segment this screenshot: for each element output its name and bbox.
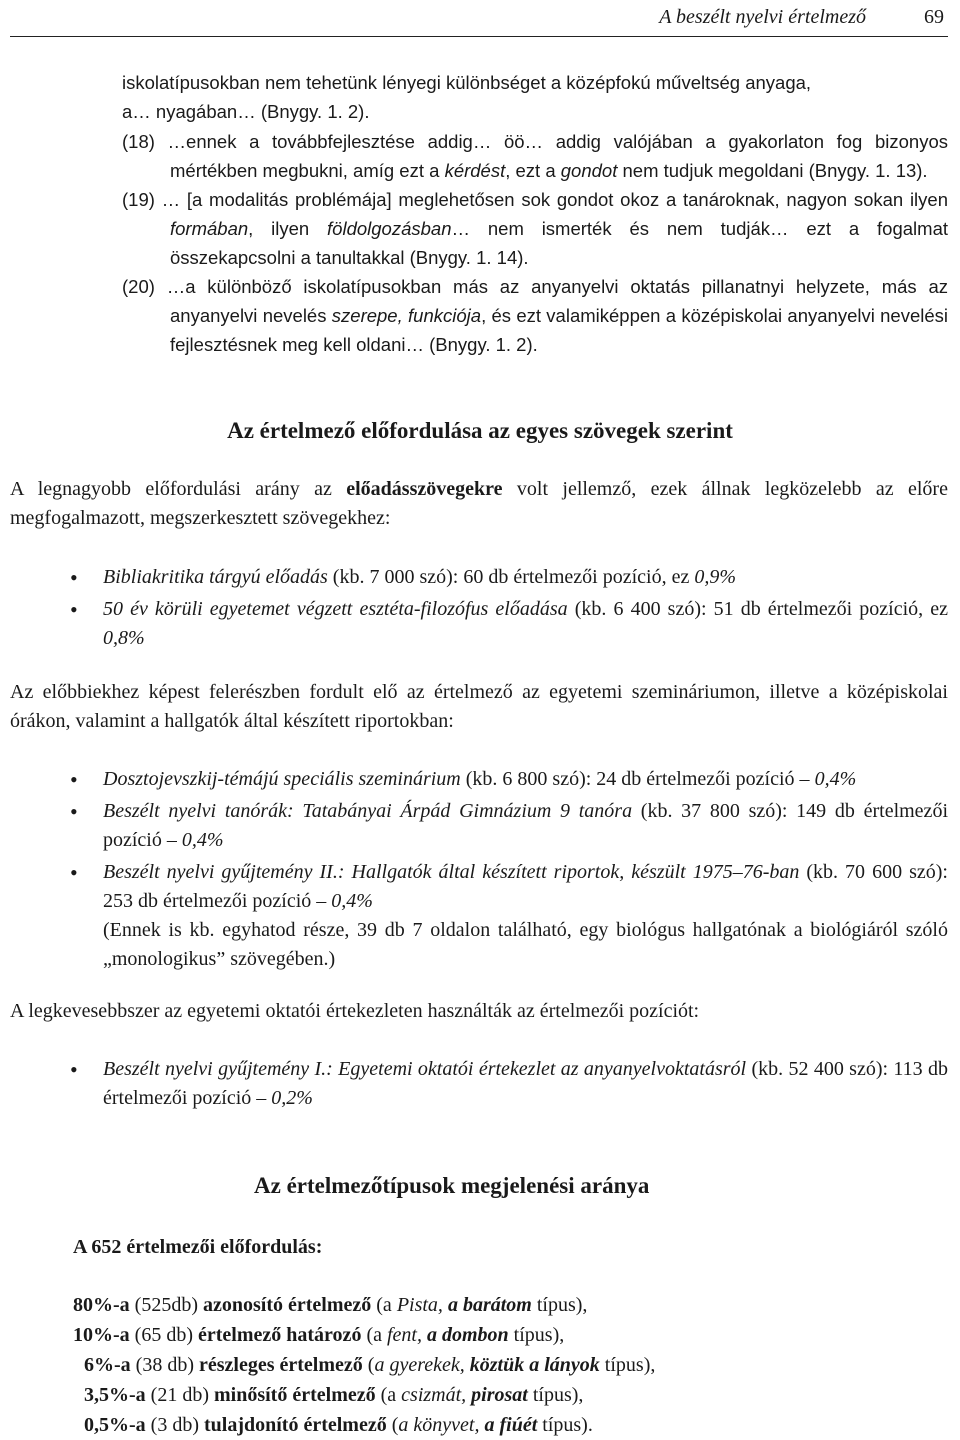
list-item: • Dosztojevszkij-témájú speciális szeminárium (kb. 6 800 szó): 24 db értelmezői pozíció – 0,4% [70,767,857,792]
continuation-line-2: a… nyagában… (Bnygy. 1. 2). [122,101,370,122]
section-heading: Az értelmező előfordulása az egyes szövegek szerint [227,418,733,443]
example-18: (18) …ennek a továbbfejlesztése addig… öö… addig valójában a gyakorlaton fog bizonyos mértékben megbukni, amíg ezt a kérdést, ezt a gondot nem tudjuk megoldani (Bnygy. 1. 13). [122,131,948,181]
list-item: • 50 év körüli egyetemet végzett esztéta-filozófus előadása (kb. 6 400 szó): 51 db értelmezői pozíció, ez 0,8% [70,597,948,649]
running-header [10,0,948,37]
bullet-list [70,1055,948,1116]
list-item-note: (Ennek is kb. egyhatod része, 39 db 7 oldalon található, egy biológus hallgatónak a biológiáról szóló „monologikus” szövegében.) [103,919,948,970]
subheading: A 652 értelmezői előfordulás: [73,1236,323,1258]
section-heading: Az értelmezőtípusok megjelenési aránya [254,1173,650,1198]
example-label: (19) [122,189,155,210]
type-ratio-row: 3,5%-a (21 db) minősítő értelmező (a csizmát, pirosat típus), [84,1384,584,1406]
paragraph: A legkevesebbszer az egyetemi oktatói értekezleten használták az értelmezői pozíciót: [10,1000,700,1022]
bullet-list [70,563,948,656]
type-ratio-list [73,1290,655,1440]
paragraph: A legnagyobb előfordulási arány az előadásszövegekre volt jellemző, ezek állnak legközelebb az előre megfogalmazott, megszerkesztett szövegekhez: [10,478,948,529]
continuation-line-1: iskolatípusokban nem tehetünk lényegi különbséget a középfokú műveltség anyaga, [122,72,812,93]
example-label: (18) [122,131,155,152]
list-item: • Beszélt nyelvi gyűjtemény II.: Hallgatók által készített riportok, készült 1975–76-ban (kb. 70 600 szó): 253 db értelmezői pozíció – 0,4% (Ennek is kb. egyhatod része, 39 db 7 oldalon található, egy biológus hallgatónak a biológiáról szóló „monologikus” szövegében.) [70,858,948,974]
type-ratio-row: 80%-a (525db) azonosító értelmező (a Pista, a barátom típus), [73,1294,588,1316]
running-title: A beszélt nyelvi értelmező [659,6,866,28]
type-ratio-row: 0,5%-a (3 db) tulajdonító értelmező (a könyvet, a fiúét típus). [84,1414,593,1436]
list-item: • Beszélt nyelvi tanórák: Tatabányai Árpád Gimnázium 9 tanóra (kb. 37 800 szó): 149 db értelmezői pozíció – 0,4% [70,799,948,851]
example-19: (19) … [a modalitás problémája] meglehetősen sok gondot okoz a tanároknak, nagyon sokan ilyen formában, ilyen földolgozásban… nem ismerték és nem tudják… ezt a fogalmat összekapcsolni a tanultakkal (Bnygy. 1. 14). [122,189,949,268]
list-item: • Bibliakritika tárgyú előadás (kb. 7 000 szó): 60 db értelmezői pozíció, ez 0,9% [70,565,737,590]
list-item: • Beszélt nyelvi gyűjtemény I.: Egyetemi oktatói értekezlet az anyanyelvoktatásról (kb. 52 400 szó): 113 db értelmezői pozíció – 0,2% [70,1057,949,1109]
type-ratio-row: 6%-a (38 db) részleges értelmező (a gyerekek, köztük a lányok típus), [84,1354,656,1376]
example-20: (20) …a különböző iskolatípusokban más az anyanyelvi oktatás pillanatnyi helyzete, más az anyanyelvi nevelés szerepe, funkciója, és ezt valamiképpen a középiskolai anyanyelvi nevelési fejlesztésnek meg kell oldani… (Bnygy. 1. 2). [122,276,948,355]
bullet-list [70,765,948,977]
page-number: 69 [924,6,944,28]
type-ratio-row: 10%-a (65 db) értelmező határozó (a fent, a dombon típus), [73,1324,565,1346]
example-17-continuation [122,68,948,126]
example-label: (20) [122,276,155,297]
paragraph: Az előbbiekhez képest felerészben fordult elő az értelmező az egyetemi szemináriumon, illetve a középiskolai órákon, valamint a hallgatók által készített riportokban: [10,681,948,732]
